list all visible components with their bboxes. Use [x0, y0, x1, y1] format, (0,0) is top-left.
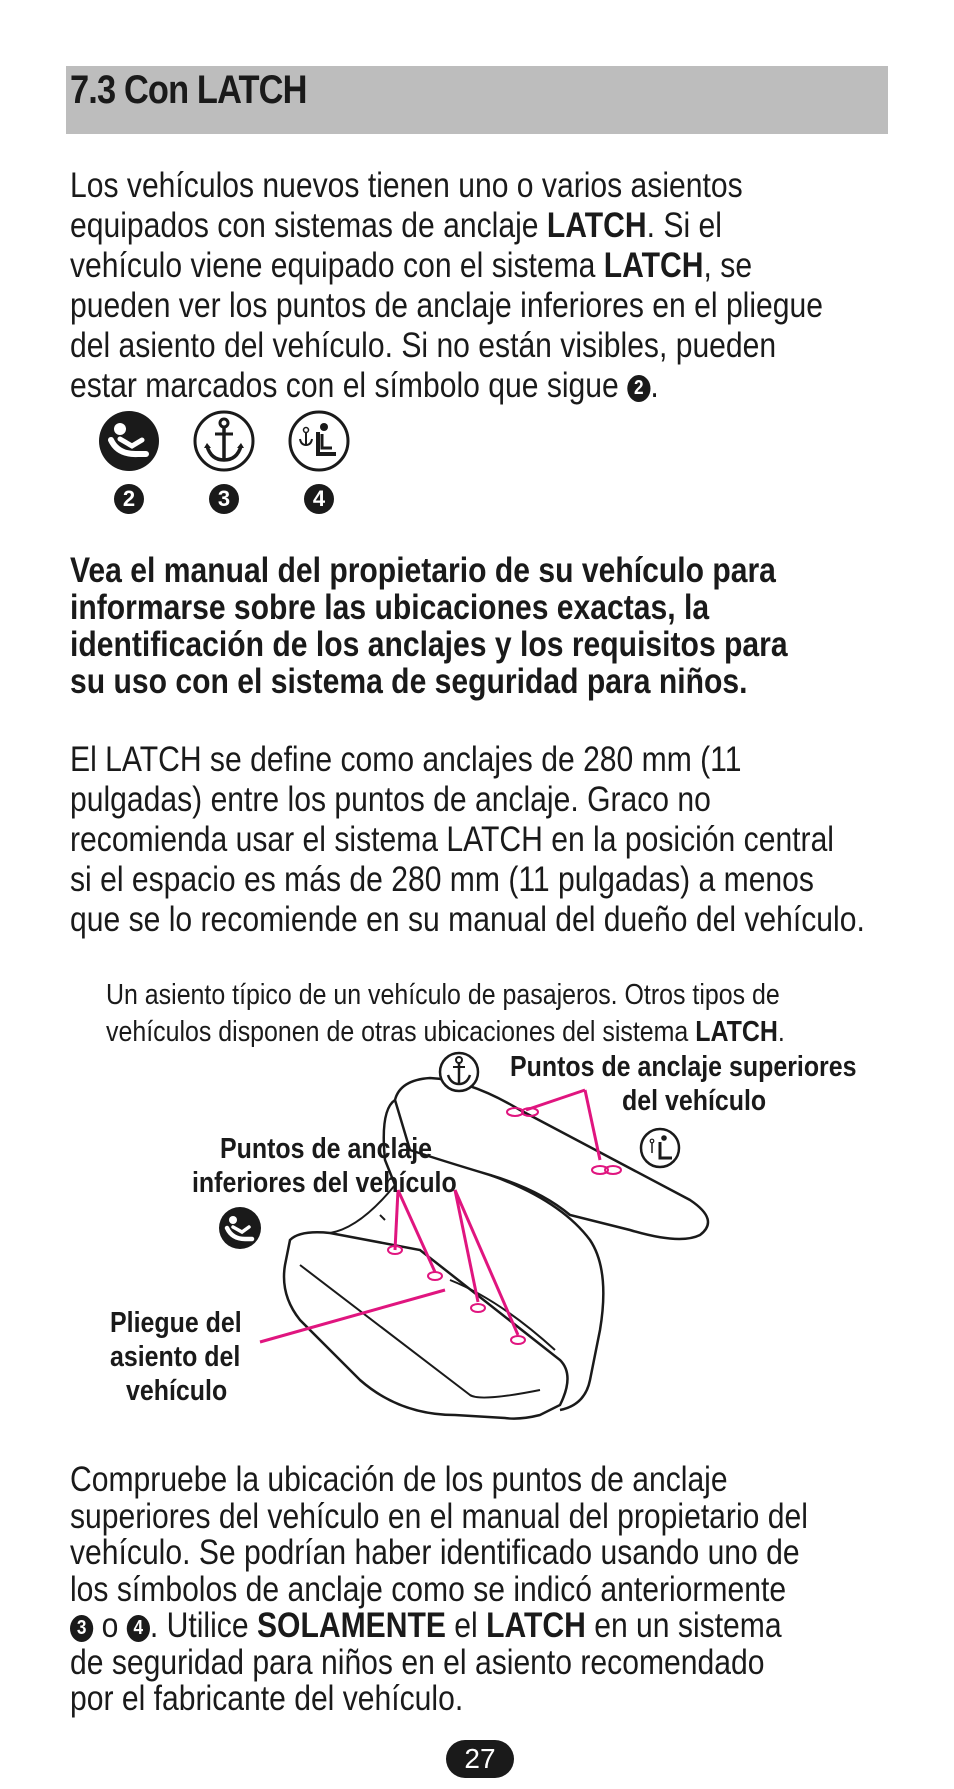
definition-line: recomienda usar el sistema LATCH en la posición central — [70, 820, 835, 859]
section-header — [66, 66, 888, 134]
notice-line: informarse sobre las ubicaciones exactas, la — [70, 588, 710, 627]
definition-line: si el espacio es más de 280 mm (11 pulgadas) a menos — [70, 860, 814, 899]
latch-term: LATCH — [546, 206, 647, 245]
crease-label-2: asiento del — [110, 1341, 241, 1373]
ref-number-badge: 2 — [627, 375, 650, 402]
upper-anchor-icon — [440, 1053, 478, 1091]
closing-text: o — [93, 1606, 127, 1645]
caption-text: vehículos disponen de otras ubicaciones del sistema — [106, 1016, 696, 1048]
child-seat-icon — [98, 410, 160, 472]
intro-text: equipados con sistemas de anclaje — [70, 206, 547, 245]
anchor-child-seat-icon — [288, 410, 350, 472]
upper-anchors-label-1: Puntos de anclaje superiores — [510, 1051, 857, 1083]
intro-line: del asiento del vehículo. Si no están visibles, pueden — [70, 326, 777, 365]
closing-text: en un sistema — [585, 1606, 782, 1645]
notice-line: identificación de los anclajes y los requisitos para — [70, 625, 788, 664]
intro-text: estar marcados con el símbolo que sigue — [70, 366, 628, 405]
closing-line: los símbolos de anclaje como se indicó anteriormente — [70, 1569, 787, 1609]
intro-line — [70, 206, 823, 246]
definition-line: pulgadas) entre los puntos de anclaje. Graco no — [70, 780, 711, 819]
ref-number-badge: 3 — [70, 1615, 93, 1642]
closing-line: superiores del vehículo en el manual del propietario del — [70, 1496, 808, 1536]
upper-anchors-label-2: del vehículo — [622, 1085, 767, 1117]
page-number: 27 — [446, 1740, 514, 1778]
section-title: 7.3 Con LATCH — [70, 68, 307, 112]
definition-line: El LATCH se define como anclajes de 280 mm (11 — [70, 740, 742, 779]
caption-text: . — [777, 1016, 785, 1048]
definition-paragraph — [70, 740, 865, 940]
intro-line — [70, 246, 823, 286]
anchor-symbols — [98, 410, 358, 520]
intro-text: . — [650, 366, 659, 405]
intro-line: pueden ver los puntos de anclaje inferiores en el pliegue — [70, 286, 824, 325]
notice-line: Vea el manual del propietario de su vehículo para — [70, 551, 776, 590]
intro-line — [70, 366, 823, 406]
closing-text: el — [445, 1606, 487, 1645]
latch-term: LATCH — [603, 246, 704, 285]
closing-line — [70, 1608, 808, 1645]
closing-line: por el fabricante del vehículo. — [70, 1679, 464, 1718]
crease-label-3: vehículo — [126, 1375, 228, 1407]
upper-anchor-child-seat-icon — [641, 1129, 679, 1167]
intro-paragraph — [70, 166, 823, 406]
caption-line: Un asiento típico de un vehículo de pasajeros. Otros tipos de — [106, 979, 780, 1011]
closing-paragraph — [70, 1462, 808, 1718]
ref-number-badge: 4 — [127, 1615, 150, 1642]
lower-anchors-label-2: inferiores del vehículo — [192, 1167, 457, 1199]
emphasis-term: SOLAMENTE — [256, 1606, 446, 1645]
notice-paragraph — [70, 552, 788, 700]
closing-line: de seguridad para niños en el asiento recomendado — [70, 1642, 765, 1682]
lower-anchors-label-1: Puntos de anclaje — [220, 1133, 433, 1165]
diagram-caption — [106, 977, 785, 1051]
caption-line — [106, 1014, 785, 1051]
symbol-number-4: 4 — [304, 484, 334, 514]
definition-line: que se lo recomiende en su manual del dueño del vehículo. — [70, 900, 865, 939]
intro-text: vehículo viene equipado con el sistema — [70, 246, 604, 285]
anchor-icon — [193, 410, 255, 472]
crease-label-1: Pliegue del — [110, 1307, 242, 1339]
latch-term: LATCH — [695, 1016, 778, 1048]
lower-child-seat-icon — [219, 1207, 261, 1249]
closing-line: vehículo. Se podrían haber identificado usando uno de — [70, 1533, 800, 1572]
symbol-number-3: 3 — [209, 484, 239, 514]
intro-line: Los vehículos nuevos tienen uno o varios asientos — [70, 166, 743, 205]
intro-text: , se — [703, 246, 753, 285]
notice-line: su uso con el sistema de seguridad para niños. — [70, 662, 748, 701]
symbol-number-2: 2 — [114, 484, 144, 514]
closing-line: Compruebe la ubicación de los puntos de anclaje — [70, 1460, 728, 1499]
latch-term: LATCH — [486, 1606, 586, 1645]
intro-text: . Si el — [646, 206, 722, 245]
seat-diagram — [0, 1050, 954, 1470]
closing-text: . Utilice — [149, 1606, 257, 1645]
